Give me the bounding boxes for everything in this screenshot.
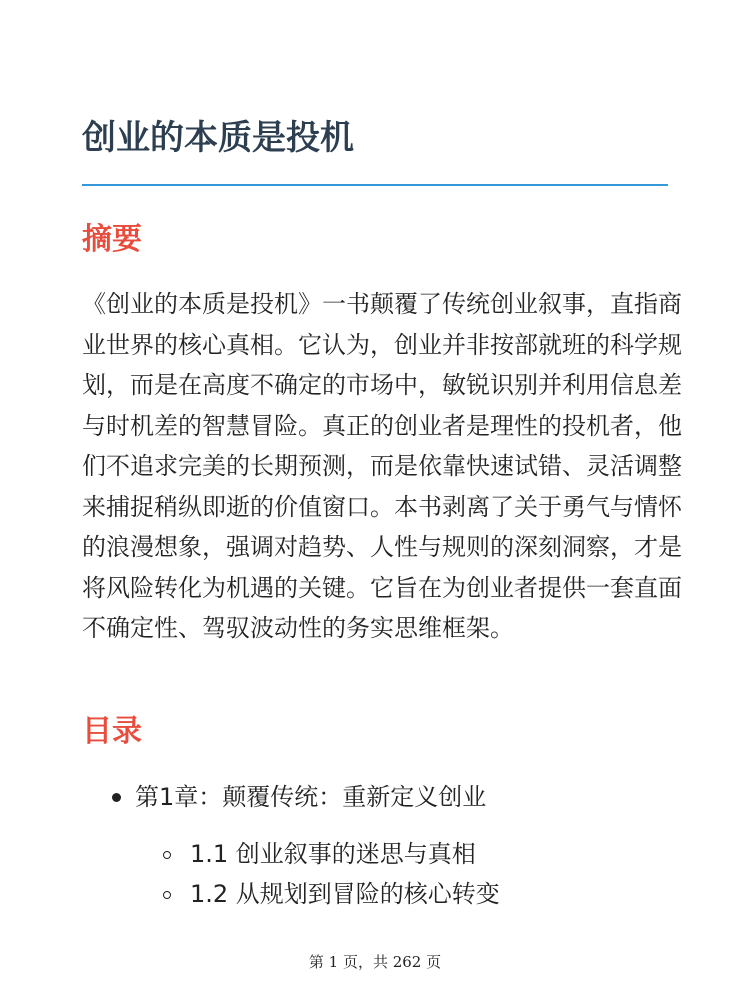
document-title: 创业的本质是投机 [82,118,354,158]
toc-section-1-2[interactable]: 1.2 从规划到冒险的核心转变 [190,880,500,908]
bullet-circle-icon [163,891,171,899]
toc-heading: 目录 [82,714,142,749]
bullet-circle-icon [163,851,171,859]
toc-chapter-1[interactable]: 第1章：颠覆传统：重新定义创业 [135,783,487,811]
summary-paragraph: 《创业的本质是投机》一书颠覆了传统创业叙事，直指商业世界的核心真相。它认为，创业并非按部就班的科学规划，而是在高度不确定的市场中，敏锐识别并利用信息差与时机差的智慧冒险。真正的创业者是理性的投机者，他们不追求完美的长期预测，而是依靠快速试错、灵活调整来捕捉稍纵即逝的价值窗口。本书剥离了关于勇气与情怀的浪漫想象，强调对趋势、人性与规则的深刻洞察，才是将风险转化为机遇的关键。它旨在为创业者提供一套直面不确定性、驾驭波动性的务实思维框架。 [82,290,682,642]
summary-heading: 摘要 [82,222,142,257]
toc-section-1-1[interactable]: 1.1 创业叙事的迷思与真相 [190,840,476,868]
bullet-disc-icon [112,793,121,802]
title-divider [82,184,668,186]
page-footer: 第 1 页，共 262 页 [308,953,442,971]
